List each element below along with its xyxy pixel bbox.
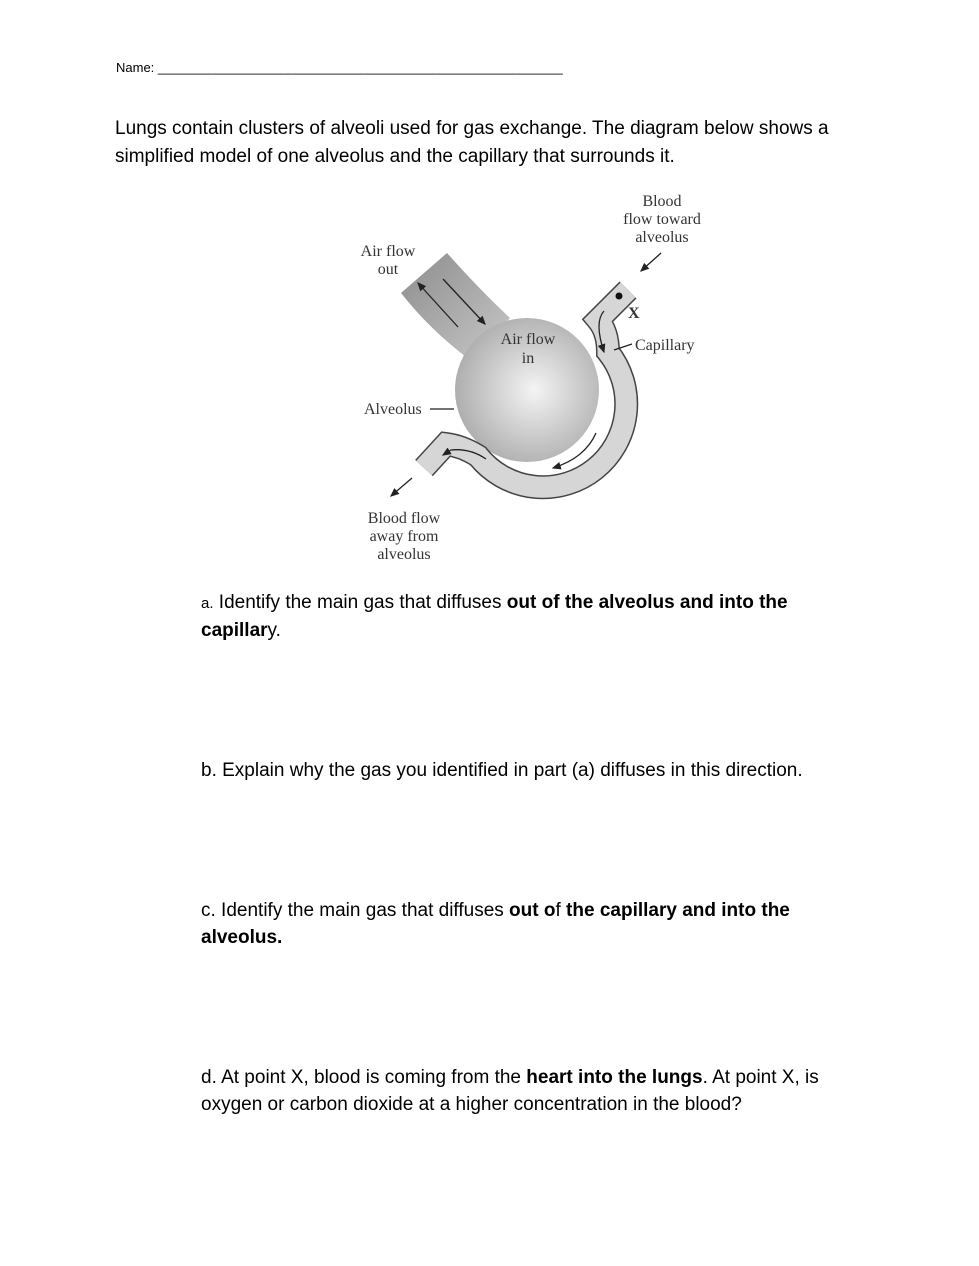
question-b: b. Explain why the gas you identified in part (a) diffuses in this direction. [201,760,803,781]
question-a: a. Identify the main gas that diffuses out of the alveolus and into the capillary. [201,592,788,641]
air-in-label: Air flow in [500,331,556,367]
point-x-dot [616,293,623,300]
name-label: Name: [116,60,158,75]
intro-paragraph: Lungs contain clusters of alveoli used for gas exchange. The diagram below shows a simplified model of one alveolus and the capillary that surrounds it. [115,118,829,167]
name-line: ________________________________________________________ [157,60,563,75]
question-c: c. Identify the main gas that diffuses out of the capillary and into the alveolus. [201,900,790,948]
air-out-label: Air flow out [360,243,416,278]
blood-away-label: Blood flow away from alveolus [367,510,441,563]
alveolus-label: Alveolus [364,401,422,418]
point-x-label: X [628,305,640,322]
question-d: d. At point X, blood is coming from the heart into the lungs. At point X, is oxygen or carbon dioxide at a higher concentration in the blood? [201,1067,819,1115]
blood-toward-label: Blood flow toward alveolus [623,193,701,246]
capillary-label: Capillary [635,337,695,354]
